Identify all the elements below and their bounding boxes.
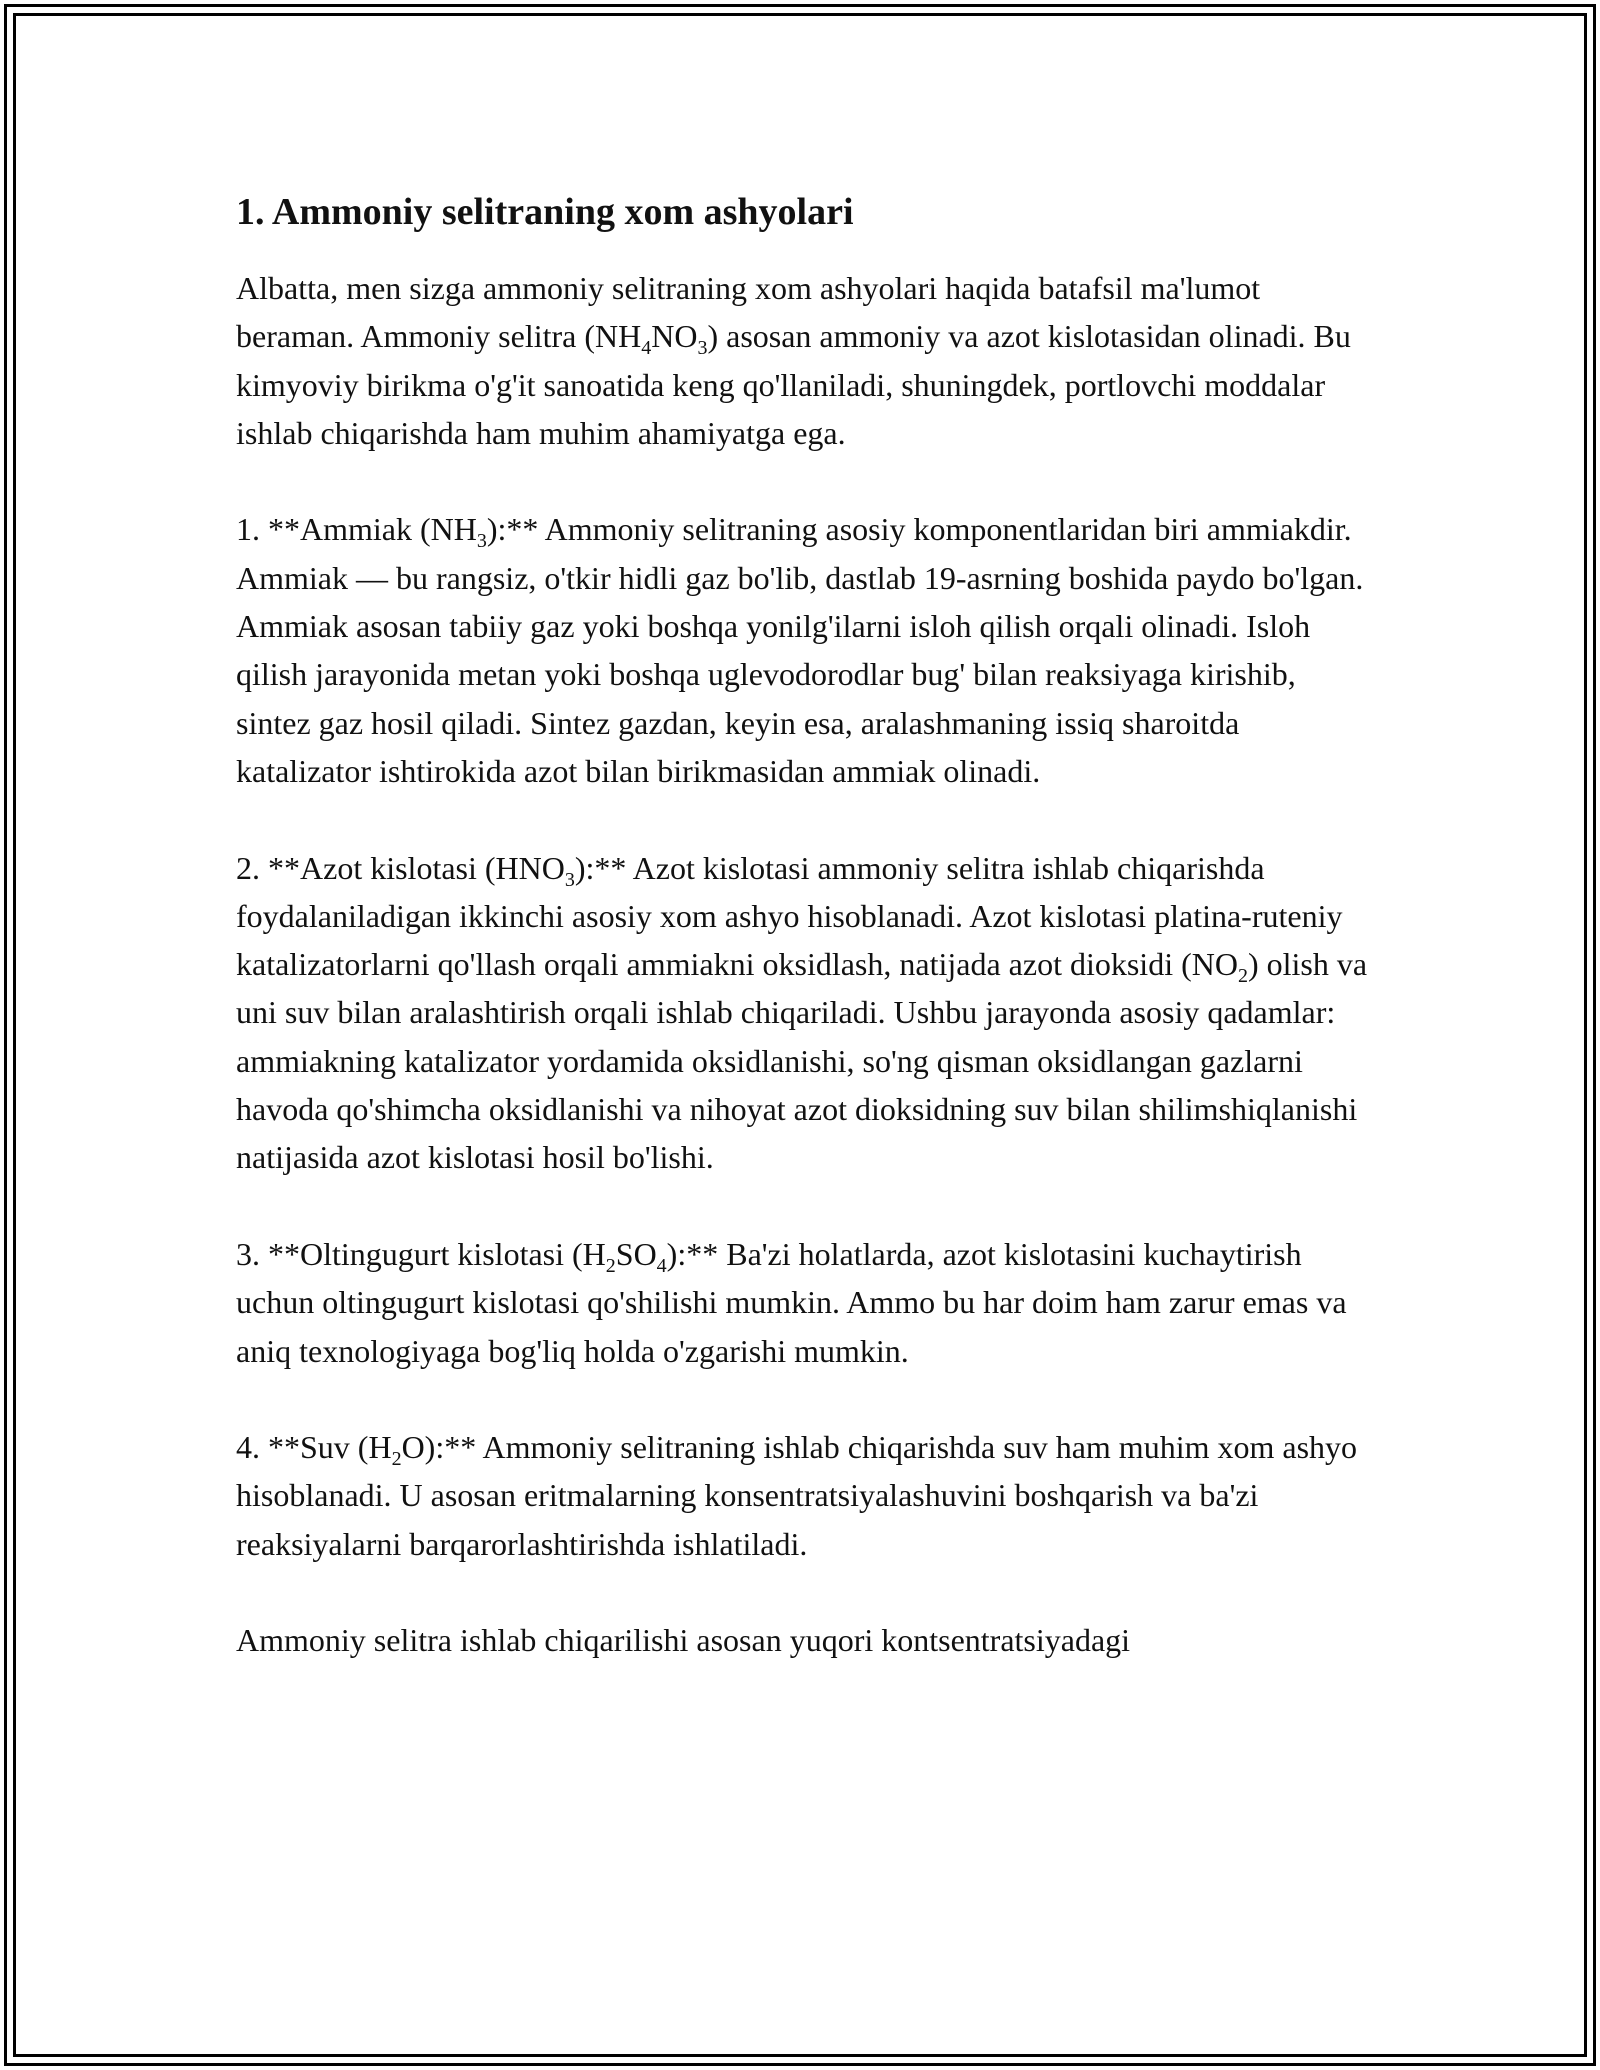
list-item-suv: 4. **Suv $(H_2O):**$ Ammoniy selitraning ishlab chiqarishda suv ham muhim xom ashyo hisoblanadi. U asosan eritmalarning konsentratsiyalashuvini boshqarish va ba'zi reaksiyalarni barqarorlashtirishda ishlatiladi. [236,1429,1358,1562]
document-title: 1. Ammoniy selitraning xom ashyolari [236,191,854,233]
list-item-oltingugurt-kislotasi: 3. **Oltingugurt kislotasi $(H_2SO_4):**$ Ba'zi holatlarda, azot kislotasini kuchaytirish uchun oltingugurt kislotasi qo'shilishi mumkin. Ammo bu har doim ham zarur emas va aniq texnologiyaga bog'liq holda o'zgarishi mumkin. [236,1235,1347,1369]
closing-paragraph: Ammoniy selitra ishlab chiqarilishi asosan yuqori kontsentratsiyadagi [236,1622,1131,1659]
intro-paragraph: Albatta, men sizga ammoniy selitraning xom ashyolari haqida batafsil ma'lumot beraman. Ammoniy selitra $(NH_4NO_3)$ asosan ammoniy va azot kislotasidan olinadi. Bu kimyoviy birikma o'g'it sanoatida keng qo'llaniladi, shuningdek, portlovchi moddalar ishlab chiqarishda ham muhim ahamiyatga ega. [236,270,1351,451]
document-body [236,186,1376,1665]
list-item-azot-kislotasi: 2. **Azot kislotasi $(HNO_3):**$ Azot kislotasi ammoniy selitra ishlab chiqarishda foydalaniladigan ikkinchi asosiy xom ashyo hisoblanadi. Azot kislotasi platina-ruteniy katalizatorlarni qo'llash orqali ammiakni oksidlash, natijada azot dioksidi $(NO_2)$ olish va uni suv bilan aralashtirish orqali ishlab chiqariladi. Ushbu jarayonda asosiy qadamlar: ammiakning katalizator yordamida oksidlanishi, so'ng qisman oksidlangan gazlarni havoda qo'shimcha oksidlanishi va nihoyat azot dioksidning suv bilan shilimshiqlanishi natijasida azot kislotasi hosil bo'lishi. [236,849,1368,1176]
list-item-ammiak: 1. **Ammiak $(NH_3):**$ Ammoniy selitraning asosiy komponentlaridan biri ammiakdir. Ammiak — bu rangsiz, o'tkir hidli gaz bo'lib, dastlab 19-asrning boshida paydo bo'lgan. Ammiak asosan tabiiy gaz yoki boshqa yonilg'ilarni isloh qilish orqali olinadi. Isloh qilish jarayonida metan yoki boshqa uglevodorodlar bug' bilan reaksiyaga kirishib, sintez gaz hosil qiladi. Sintez gazdan, keyin esa, aralashmaning issiq sharoitda katalizator ishtirokida azot bilan birikmasidan ammiak olinadi. [236,511,1364,789]
